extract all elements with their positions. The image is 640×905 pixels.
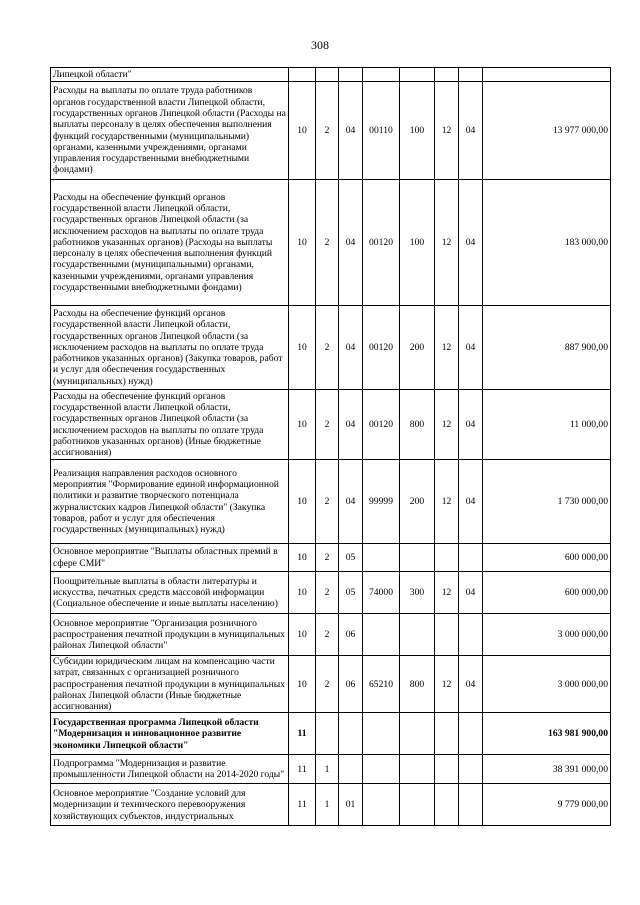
- row-code-c: [339, 68, 363, 82]
- table-row: [51, 68, 611, 82]
- row-code-f: 12: [435, 460, 459, 544]
- table-row: [51, 614, 611, 656]
- row-code-e: 200: [400, 306, 435, 390]
- table-row: [51, 180, 611, 306]
- row-code-b: 2: [316, 390, 339, 460]
- table-row: [51, 460, 611, 544]
- row-code-g: [459, 614, 483, 656]
- row-description: Поощрительные выплаты в области литературы и искусства, печатных средств массовой информации (Социальное обеспечение и иные выплаты населению): [51, 572, 289, 614]
- row-description: Основное мероприятие "Организация розничного распространения печатной продукции в муниципальных районах Липецкой области": [51, 614, 289, 656]
- row-code-c: 05: [339, 572, 363, 614]
- row-description: Основное мероприятие "Выплаты областных премий в сфере СМИ": [51, 544, 289, 572]
- row-code-c: 04: [339, 390, 363, 460]
- row-code-f: 12: [435, 572, 459, 614]
- row-code-e: 800: [400, 390, 435, 460]
- table-row: [51, 713, 611, 755]
- row-code-a: 10: [289, 180, 316, 306]
- row-amount: 13 977 000,00: [483, 82, 611, 180]
- row-code-b: 2: [316, 544, 339, 572]
- row-code-e: [400, 614, 435, 656]
- table-row: [51, 544, 611, 572]
- row-code-g: [459, 755, 483, 784]
- row-code-f: 12: [435, 390, 459, 460]
- row-code-g: 04: [459, 572, 483, 614]
- table-body: [51, 68, 611, 826]
- row-code-f: 12: [435, 306, 459, 390]
- row-code-d: [363, 614, 400, 656]
- row-amount: 183 000,00: [483, 180, 611, 306]
- table-row: [51, 390, 611, 460]
- row-description: Субсидии юридическим лицам на компенсацию части затрат, связанных с организацией розничного распространения печатной продукции в муниципальных районах Липецкой области (Иные бюджетные ассигнования): [51, 656, 289, 713]
- row-code-e: 100: [400, 180, 435, 306]
- row-code-g: 04: [459, 82, 483, 180]
- row-code-a: 11: [289, 755, 316, 784]
- row-amount: 3 000 000,00: [483, 656, 611, 713]
- row-code-g: [459, 544, 483, 572]
- row-code-b: 2: [316, 460, 339, 544]
- row-code-f: [435, 68, 459, 82]
- row-amount: 1 730 000,00: [483, 460, 611, 544]
- row-code-g: [459, 784, 483, 826]
- row-code-e: 200: [400, 460, 435, 544]
- row-description: Расходы на обеспечение функций органов государственной власти Липецкой области, государственных органов Липецкой области (за исключением расходов на выплаты по оплате труда работников указанных органов) (Закупка товаров, работ и услуг для обеспечения государственных (муниципальных) нужд): [51, 306, 289, 390]
- row-code-a: 10: [289, 390, 316, 460]
- row-code-a: 11: [289, 713, 316, 755]
- row-code-e: [400, 755, 435, 784]
- row-code-f: 12: [435, 82, 459, 180]
- row-code-c: 01: [339, 784, 363, 826]
- row-description: Расходы на обеспечение функций органов государственной власти Липецкой области, государственных органов Липецкой области (за исключением расходов на выплаты по оплате труда работников указанных органов) (Расходы на выплаты персоналу в целях обеспечения выполнения функций государственными (муниципальными) органами, казенными учреждениями, органами управления государственными внебюджетными фондами): [51, 180, 289, 306]
- page-number: 308: [311, 38, 329, 52]
- row-code-a: 10: [289, 460, 316, 544]
- row-code-d: 99999: [363, 460, 400, 544]
- row-code-a: 10: [289, 82, 316, 180]
- row-code-b: 2: [316, 306, 339, 390]
- row-code-b: [316, 68, 339, 82]
- row-code-d: 00120: [363, 180, 400, 306]
- row-amount: 3 000 000,00: [483, 614, 611, 656]
- row-code-g: 04: [459, 306, 483, 390]
- row-code-b: 1: [316, 755, 339, 784]
- table-row: [51, 656, 611, 713]
- row-code-e: 800: [400, 656, 435, 713]
- row-code-f: [435, 784, 459, 826]
- row-code-g: 04: [459, 180, 483, 306]
- row-description: Подпрограмма "Модернизация и развитие промышленности Липецкой области на 2014-2020 годы": [51, 755, 289, 784]
- row-code-b: 1: [316, 784, 339, 826]
- row-code-g: 04: [459, 656, 483, 713]
- table-row: [51, 572, 611, 614]
- row-amount: 38 391 000,00: [483, 755, 611, 784]
- row-code-f: [435, 755, 459, 784]
- row-amount: [483, 68, 611, 82]
- row-code-b: [316, 713, 339, 755]
- row-code-c: 05: [339, 544, 363, 572]
- row-code-f: [435, 544, 459, 572]
- row-description: Расходы на обеспечение функций органов государственной власти Липецкой области, государственных органов Липецкой области (за исключением расходов на выплаты по оплате труда работников указанных органов) (Иные бюджетные ассигнования): [51, 390, 289, 460]
- row-code-a: 10: [289, 614, 316, 656]
- table-row: [51, 82, 611, 180]
- row-code-b: 2: [316, 656, 339, 713]
- row-code-e: 100: [400, 82, 435, 180]
- row-code-d: [363, 784, 400, 826]
- row-code-f: 12: [435, 656, 459, 713]
- row-amount: 163 981 900,00: [483, 713, 611, 755]
- row-description: Расходы на выплаты по оплате труда работников органов государственной власти Липецкой области, государственных органов Липецкой области (Расходы на выплаты персоналу в целях обеспечения выполнения функций государственными (муниципальными) органами, казенными учреждениями, органами управления государственными внебюджетными фондами): [51, 82, 289, 180]
- row-code-d: [363, 544, 400, 572]
- row-code-c: [339, 755, 363, 784]
- row-code-b: 2: [316, 572, 339, 614]
- row-code-c: 04: [339, 306, 363, 390]
- row-code-f: [435, 614, 459, 656]
- row-code-a: 10: [289, 544, 316, 572]
- row-code-c: 04: [339, 460, 363, 544]
- row-code-e: [400, 784, 435, 826]
- row-code-a: [289, 68, 316, 82]
- table-row: [51, 784, 611, 826]
- row-code-a: 10: [289, 306, 316, 390]
- row-amount: 9 779 000,00: [483, 784, 611, 826]
- row-amount: 11 000,00: [483, 390, 611, 460]
- row-code-d: 00120: [363, 390, 400, 460]
- row-code-e: [400, 713, 435, 755]
- row-code-a: 10: [289, 656, 316, 713]
- row-code-c: 06: [339, 656, 363, 713]
- row-code-d: [363, 713, 400, 755]
- row-code-d: 74000: [363, 572, 400, 614]
- row-description: Государственная программа Липецкой области "Модернизация и инновационное развитие экономики Липецкой области": [51, 713, 289, 755]
- table-row: [51, 306, 611, 390]
- row-code-g: [459, 713, 483, 755]
- row-code-d: 65210: [363, 656, 400, 713]
- row-code-b: 2: [316, 180, 339, 306]
- row-code-c: 06: [339, 614, 363, 656]
- row-code-d: [363, 755, 400, 784]
- row-code-d: [363, 68, 400, 82]
- row-code-e: 300: [400, 572, 435, 614]
- row-code-e: [400, 544, 435, 572]
- row-amount: 887 900,00: [483, 306, 611, 390]
- row-code-a: 11: [289, 784, 316, 826]
- row-amount: 600 000,00: [483, 544, 611, 572]
- row-code-g: 04: [459, 460, 483, 544]
- row-code-c: 04: [339, 180, 363, 306]
- row-code-d: 00120: [363, 306, 400, 390]
- row-code-b: 2: [316, 614, 339, 656]
- row-code-c: 04: [339, 82, 363, 180]
- row-code-b: 2: [316, 82, 339, 180]
- row-code-e: [400, 68, 435, 82]
- row-code-g: 04: [459, 390, 483, 460]
- row-code-f: [435, 713, 459, 755]
- row-code-f: 12: [435, 180, 459, 306]
- row-description: Основное мероприятие "Создание условий для модернизации и технического перевооружения хозяйствующих субъектов, индустриальных: [51, 784, 289, 826]
- table-row: [51, 755, 611, 784]
- row-amount: 600 000,00: [483, 572, 611, 614]
- budget-table: [50, 67, 611, 826]
- row-code-g: [459, 68, 483, 82]
- row-description: Реализация направления расходов основного мероприятия "Формирование единой информационной политики и развитие творческого потенциала журналистских кадров Липецкой области" (Закупка товаров, работ и услуг для обеспечения государственных (муниципальных) нужд): [51, 460, 289, 544]
- row-code-a: 10: [289, 572, 316, 614]
- row-description: Липецкой области": [51, 68, 289, 82]
- row-code-c: [339, 713, 363, 755]
- row-code-d: 00110: [363, 82, 400, 180]
